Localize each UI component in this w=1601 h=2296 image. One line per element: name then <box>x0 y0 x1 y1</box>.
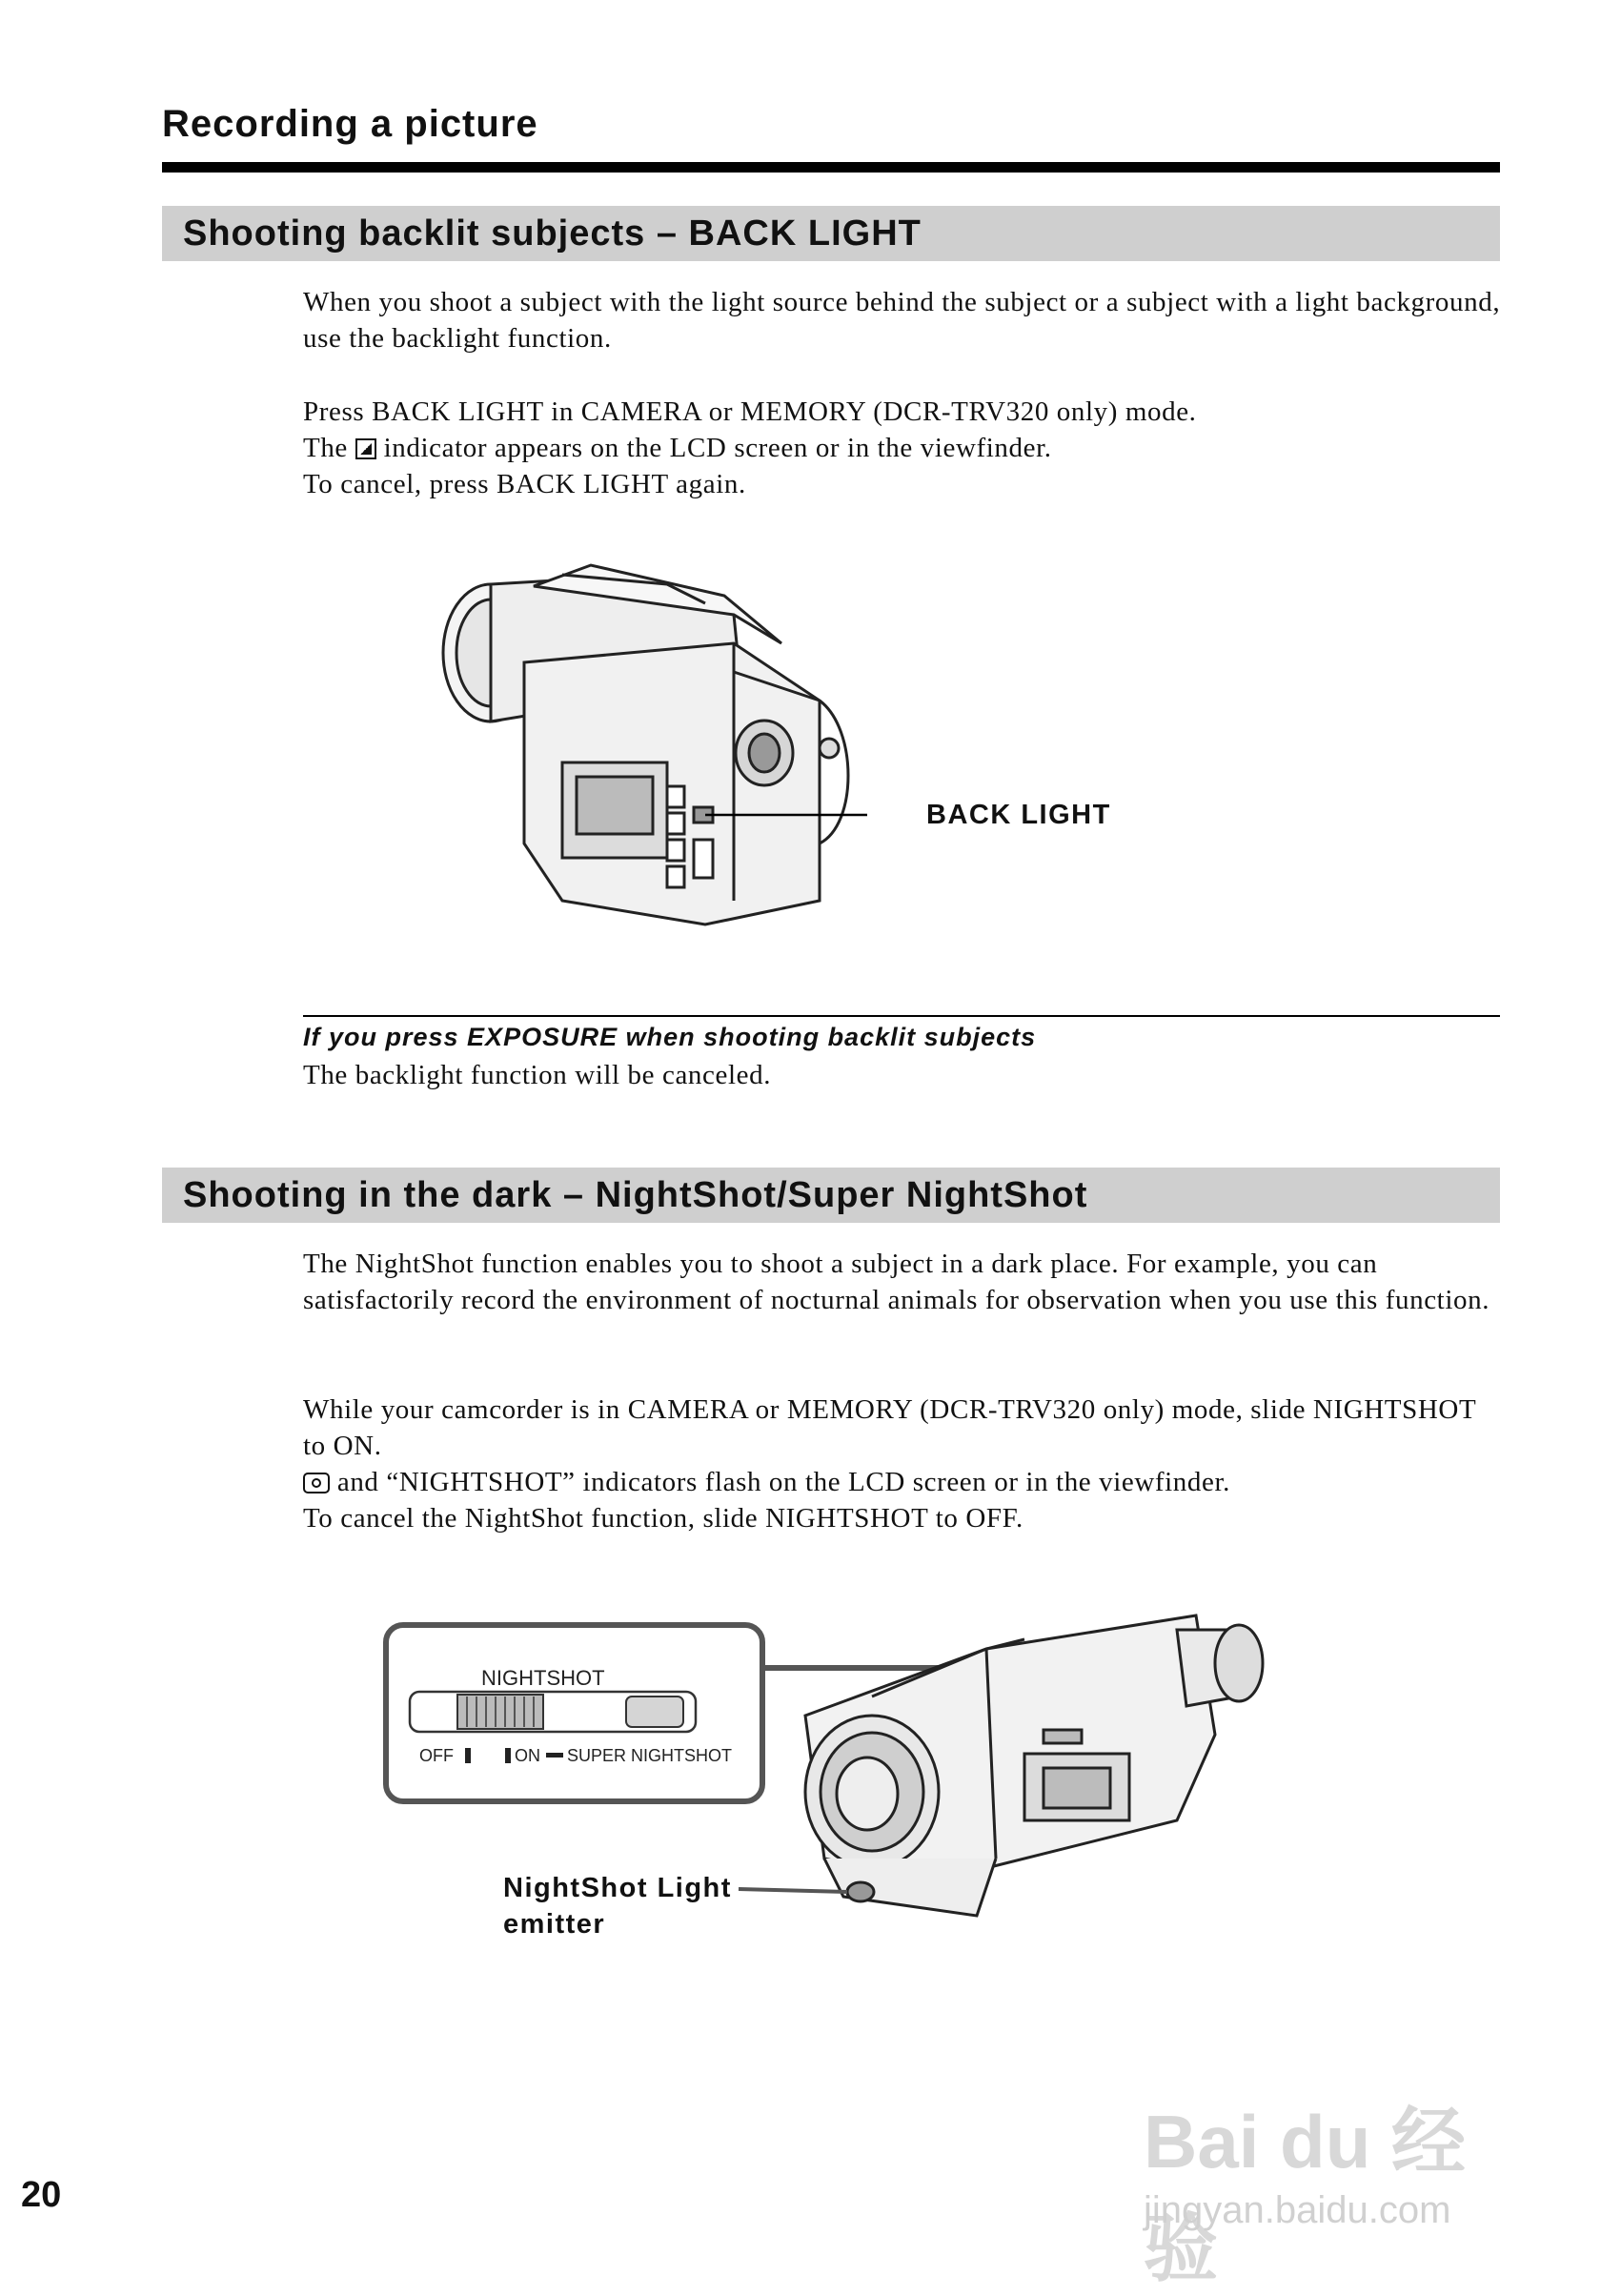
backlight-intro-text: When you shoot a subject with the light source behind the subject or a subject with a light background, use the backlight function. <box>303 287 1501 354</box>
nightshot-instructions <box>303 1392 1504 1536</box>
watermark-url: jingyan.baidu.com <box>1144 2189 1451 2231</box>
backlight-callout-label: BACK LIGHT <box>926 800 1111 830</box>
watermark-brand: Bai du 经验 <box>1144 2100 1467 2290</box>
emitter-callout-line2: emitter <box>503 1909 606 1940</box>
backlight-instruction-2 <box>303 430 1504 466</box>
nightshot-switch-super: SUPER NIGHTSHOT <box>567 1746 733 1765</box>
exposure-note-body: The backlight function will be canceled. <box>303 1060 772 1090</box>
nightshot-intro-text: The NightShot function enables you to shoot a subject in a dark place. For example, you can satisfactorily record the environment of nocturnal animals for observation when you use this function. <box>303 1249 1490 1315</box>
nightshot-intro <box>303 1246 1504 1318</box>
nightshot-switch-off: OFF <box>419 1746 454 1765</box>
emitter-callout-label <box>503 1870 732 1942</box>
emitter-callout-line1: NightShot Light <box>503 1873 732 1903</box>
backlight-indicator-icon <box>355 438 376 459</box>
nightshot-instruction-3: To cancel the NightShot function, slide NIGHTSHOT to OFF. <box>303 1503 1023 1534</box>
backlight-instruction-2-suffix: indicator appears on the LCD screen or in the viewfinder. <box>383 433 1052 463</box>
section-title-nightshot: Shooting in the dark – NightShot/Super NightShot <box>162 1168 1500 1223</box>
backlight-instructions <box>303 394 1504 502</box>
note-rule <box>303 1015 1500 1017</box>
backlight-instruction-1: Press BACK LIGHT in CAMERA or MEMORY (DCR-TRV320 only) mode. <box>303 396 1197 427</box>
nightshot-instruction-2-suffix: and “NIGHTSHOT” indicators flash on the LCD screen or in the viewfinder. <box>336 1467 1230 1497</box>
nightshot-switch-knob <box>457 1695 543 1729</box>
camcorder-rear-illustration <box>419 558 877 929</box>
section-title-backlight: Shooting backlit subjects – BACK LIGHT <box>162 206 1500 261</box>
nightshot-instruction-1: While your camcorder is in CAMERA or MEMORY (DCR-TRV320 only) mode, slide NIGHTSHOT to ON. <box>303 1394 1476 1461</box>
header-rule <box>162 162 1500 173</box>
backlight-intro <box>303 284 1504 356</box>
camcorder-front-illustration <box>805 1615 1263 1916</box>
baidu-watermark <box>1134 2083 1534 2290</box>
page-number: 20 <box>21 2175 62 2215</box>
backlight-instruction-3: To cancel, press BACK LIGHT again. <box>303 469 746 499</box>
nightshot-instruction-2 <box>303 1464 1504 1500</box>
backlight-instruction-2-prefix: The <box>303 433 348 463</box>
emitter-callout-line <box>739 1889 847 1892</box>
page-header: Recording a picture <box>162 103 538 145</box>
exposure-note-title: If you press EXPOSURE when shooting backlit subjects <box>303 1023 1037 1051</box>
nightshot-indicator-icon <box>303 1473 330 1493</box>
nightshot-switch-on: ON <box>515 1746 540 1765</box>
nightshot-switch-title: NIGHTSHOT <box>481 1666 605 1690</box>
